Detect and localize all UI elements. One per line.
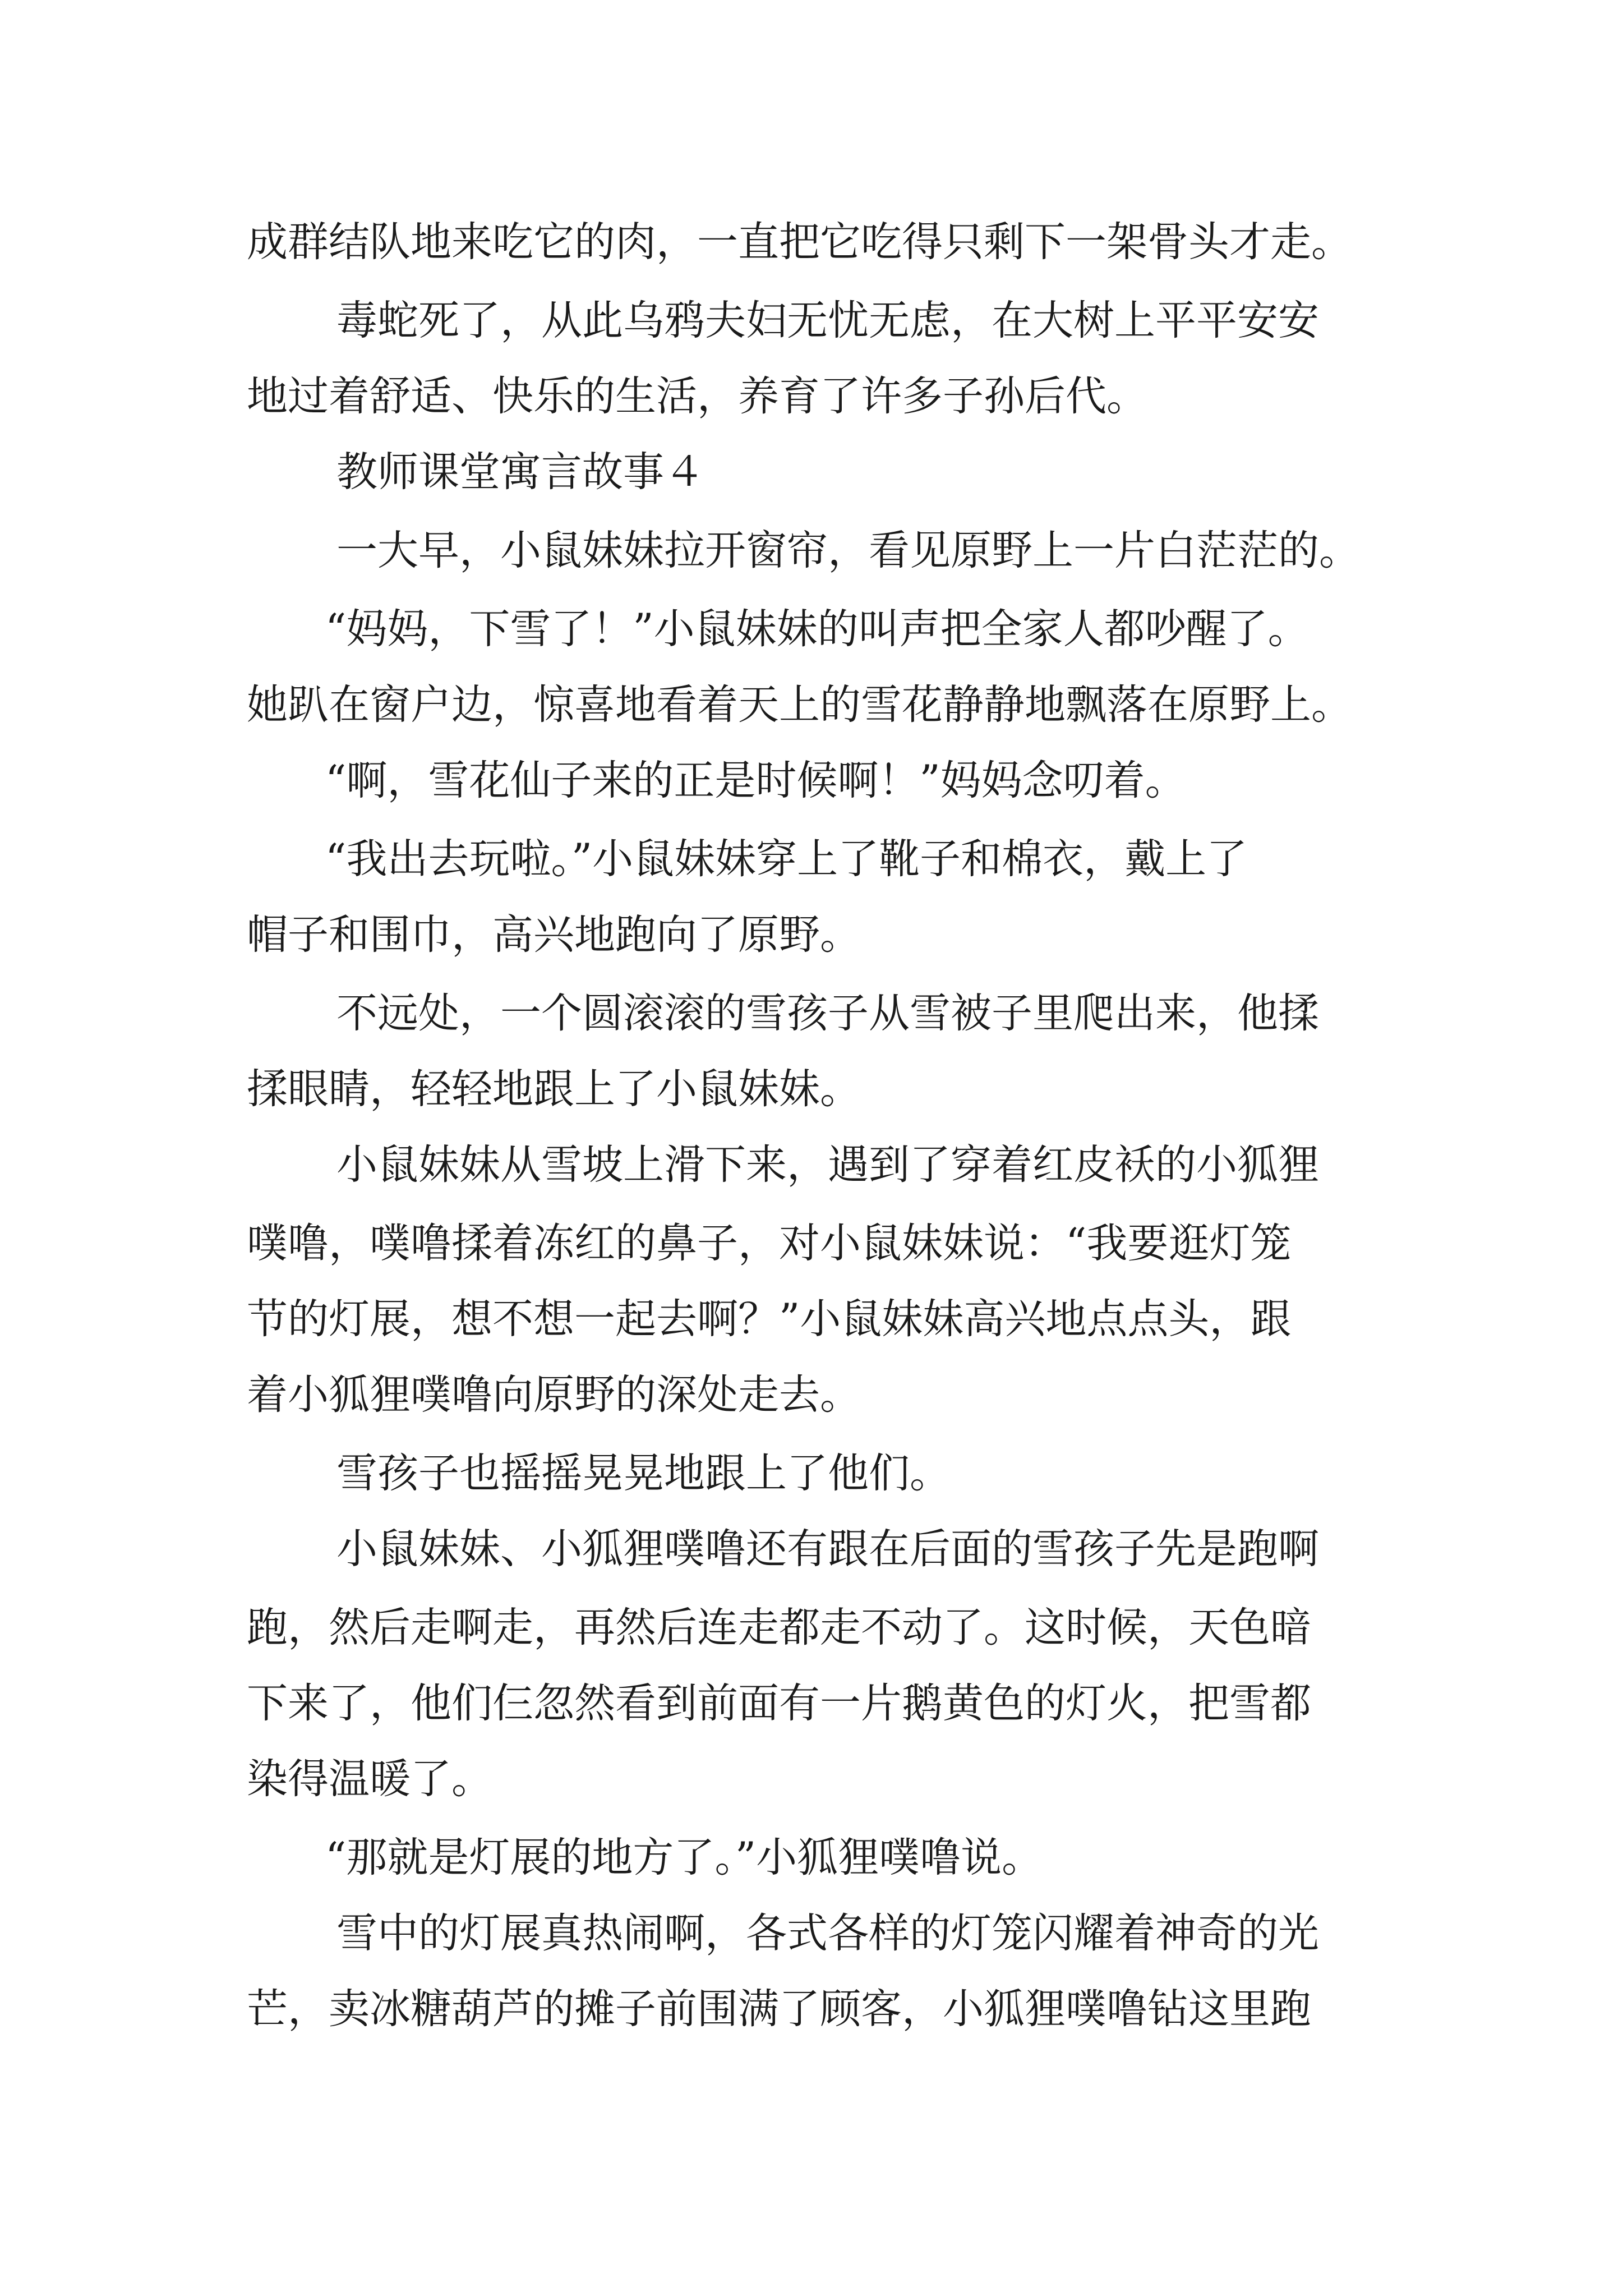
text-line-3: 地过着舒适、快乐的生活，养育了许多子孙后代。 <box>247 372 1147 420</box>
text-line-22: “那就是灯展的地方了。”小狐狸噗噜说。 <box>325 1834 1043 1881</box>
text-line-24: 芒，卖冰糖葫芦的摊子前围满了顾客，小狐狸噗噜钻这里跑 <box>247 1985 1311 2033</box>
text-line-11: 不远处，一个圆滚滚的雪孩子从雪被子里爬出来，他揉 <box>336 990 1319 1037</box>
text-line-23: 雪中的灯展真热闹啊，各式各样的灯笼闪耀着神奇的光 <box>336 1910 1319 1957</box>
text-line-21: 染得温暖了。 <box>247 1755 492 1803</box>
text-line-10: 帽子和围巾，高兴地跑向了原野。 <box>247 911 861 959</box>
text-line-17: 雪孩子也摇摇晃晃地跟上了他们。 <box>336 1450 951 1497</box>
text-line-12: 揉眼睛，轻轻地跟上了小鼠妹妹。 <box>247 1065 861 1113</box>
text-line-8: “啊，雪花仙子来的正是时候啊！”妈妈念叨着。 <box>325 757 1186 804</box>
text-line-14: 噗噜，噗噜揉着冻红的鼻子，对小鼠妹妹说：“我要逛灯笼 <box>247 1220 1292 1267</box>
text-line-19: 跑，然后走啊走，再然后连走都走不动了。这时候，天色暗 <box>247 1604 1311 1651</box>
text-line-2: 毒蛇死了，从此乌鸦夫妇无忧无虑，在大树上平平安安 <box>336 297 1319 344</box>
section-heading: 教师课堂寓言故事４ <box>336 448 705 496</box>
text-line-5: 一大早，小鼠妹妹拉开窗帘，看见原野上一片白茫茫的。 <box>336 527 1360 574</box>
text-line-6: “妈妈，下雪了！”小鼠妹妹的叫声把全家人都吵醒了。 <box>325 605 1309 653</box>
text-line-1: 成群结队地来吃它的肉，一直把它吃得只剩下一架骨头才走。 <box>247 218 1352 266</box>
text-line-9: “我出去玩啦。”小鼠妹妹穿上了靴子和棉衣，戴上了 <box>325 835 1248 883</box>
text-line-13: 小鼠妹妹从雪坡上滑下来，遇到了穿着红皮袄的小狐狸 <box>336 1141 1319 1189</box>
text-line-15: 节的灯展，想不想一起去啊？”小鼠妹妹高兴地点点头，跟 <box>247 1295 1292 1343</box>
text-line-20: 下来了，他们仨忽然看到前面有一片鹅黄色的灯火，把雪都 <box>247 1680 1311 1727</box>
text-line-18: 小鼠妹妹、小狐狸噗噜还有跟在后面的雪孩子先是跑啊 <box>336 1525 1319 1573</box>
text-line-7: 她趴在窗户边，惊喜地看着天上的雪花静静地飘落在原野上。 <box>247 681 1352 729</box>
text-line-16: 着小狐狸噗噜向原野的深处走去。 <box>247 1371 861 1419</box>
